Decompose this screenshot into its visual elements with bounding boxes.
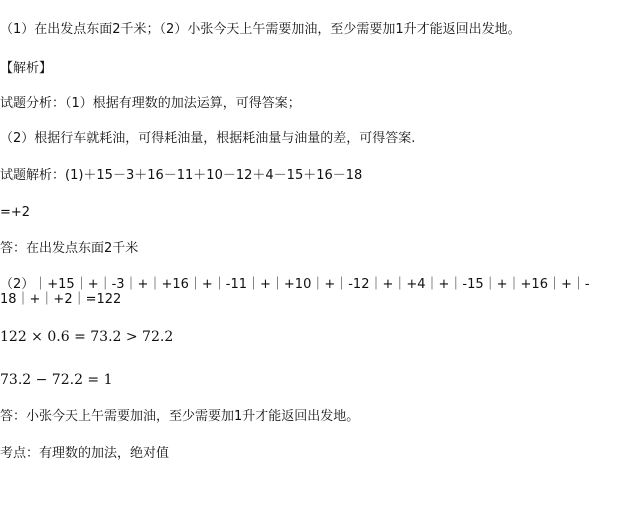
knowledge-point: 考点：有理数的加法，绝对值 xyxy=(0,446,170,461)
answer-part-2: 答：小张今天上午需要加油，至少需要加1升才能返回出发地。 xyxy=(0,409,360,424)
fuel-consumption-formula: 122 × 0.6 = 73.2 > 72.2 xyxy=(0,329,174,345)
solution-line-1: 试题解析：(1)＋15－3＋16－11＋10－12＋4－15＋16－18 xyxy=(0,168,363,183)
analysis-line-2: （2）根据行车就耗油，可得耗油量，根据耗油量与油量的差，可得答案. xyxy=(0,131,416,146)
part2-abs-sum-line-1: （2）｜+15｜+｜-3｜+｜+16｜+｜-11｜+｜+10｜+｜-12｜+｜+4｜+｜-15｜+｜+16｜+｜- xyxy=(0,277,590,292)
answer-part-1: 答：在出发点东面2千米 xyxy=(0,241,139,256)
fuel-difference-formula: 73.2 − 72.2 = 1 xyxy=(0,372,113,388)
analysis-line-1: 试题分析：（1）根据有理数的加法运算，可得答案； xyxy=(0,96,301,111)
solution-result: =+2 xyxy=(0,205,31,220)
analysis-header: 【解析】 xyxy=(0,61,53,76)
part2-abs-sum-line-2: 18｜+｜+2｜=122 xyxy=(0,292,122,307)
answer-summary: （1）在出发点东面2千米；（2）小张今天上午需要加油，至少需要加1升才能返回出发地。 xyxy=(0,22,521,37)
